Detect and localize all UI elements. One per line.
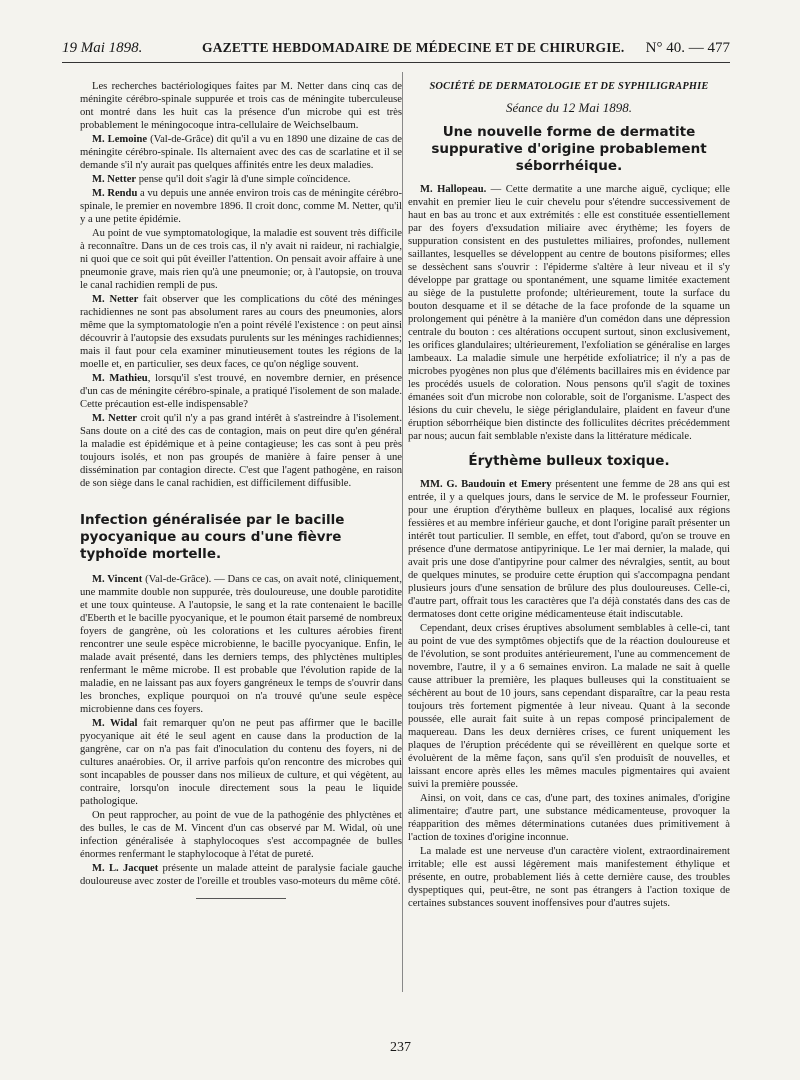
paragraph [408, 478, 730, 621]
right-column [408, 80, 730, 910]
section-heading: Érythème bulleux toxique. [468, 453, 670, 469]
speaker-name: M. Vincent [92, 574, 143, 585]
society-heading: SOCIÉTÉ DE DERMATOLOGIE ET DE SYPHILIGRAPHIE [429, 81, 709, 92]
issue-number: N° 40. — 477 [645, 40, 730, 56]
paragraph [80, 717, 402, 808]
speaker-name: M. Netter [92, 174, 137, 185]
paragraph-text: a vu depuis une année environ trois cas de méningite cérébro-spinale, le premier en novembre 1896. Il croit donc, comme M. Netter, qu'il y a une petite épidémie. [80, 188, 402, 225]
paragraph: La malade est une nerveuse d'un caractère violent, extraordinairement irritable; elle est aussi légèrement mais manifestement éthylique et présente, en outre, probablement liés à cette dernière cause, des troubles dyspeptiques qui, peut-être, ne sont pas étrangers à l'action toxique de certaines substances souvent inoffensives pour d'autres sujets. [408, 846, 730, 909]
issue-date: 19 Mai 1898. [62, 40, 143, 56]
paragraph [80, 293, 402, 371]
paragraph [80, 187, 402, 226]
paragraph: Les recherches bactériologiques faites par M. Netter dans cinq cas de méningite cérébro-spinale suppurée et trois cas de méningite tuberculeuse ont montré dans les huit cas la présence d'un microbe qui est très probablement le méningocoque intra-cellulaire de Weichselbaum. [80, 81, 402, 131]
speaker-name: MM. G. Baudouin et Emery [420, 479, 552, 490]
section-heading: Une nouvelle forme de dermatite suppurative d'origine probablement séborrhéique. [431, 124, 707, 174]
paragraph: Au point de vue symptomatologique, la maladie est souvent très difficile à reconnaître. Dans un de ces trois cas, il n'y avait ni raideur, ni rachialgie, ni quoi que ce soit qui pût éveiller l'attention. On pensait avoir affaire à une pneumonie grave, mais rien qu'à une pneumonie; or, à l'autopsie, on trouva le canal rachidien rempli de pus. [80, 228, 402, 291]
paragraph-text: (Val-de-Grâce). — Dans ce cas, on avait noté, cliniquement, une mammite double non suppurée, très douloureuse, une double parotidite et une toux quinteuse. A l'autopsie, le sang et la rate contenaient le bacille d'Eberth et le bacille pyocyanique, et le poumon était parsemé de nombreux foyers de gangrène, où les colorations et les cultures aérobies firent rencontrer une seule espèce microbienne, le bacille pyocyanique. Enfin, le malade avait présenté, dans les derniers temps, des phlyctènes multiples renfermant le même microbe. Il est probable que l'évolution rapide de la maladie, en ne laissant pas aux foyers gangréneux le temps de s'ouvrir dans les bronches, explique pourquoi on n'a trouvé qu'une seule espèce microbienne dans ces foyers. [80, 574, 403, 715]
speaker-name: M. Lemoine [92, 134, 148, 145]
paragraph-text: , lorsqu'il s'est trouvé, en novembre dernier, en présence d'un cas de méningite cérébro-spinale, a pratiqué l'isolement de son malade. Cette précaution est-elle indispensable? [80, 373, 402, 410]
paragraph-text: croit qu'il n'y a pas grand intérêt à s'astreindre à l'isolement. Sans doute on a cité des cas de contagion, mais on peut dire qu'en général la maladie est épidémique et à peine contagieuse; les cas sont à peu près toujours isolés, et non pas groupés de manière à faire penser à une dissémination par contagion directe. C'est que l'agent pathogène, en raison de son siège dans le canal rachidien, est difficilement diffusible. [80, 413, 402, 489]
paragraph [80, 862, 402, 888]
paragraph: Cependant, deux crises éruptives absolument semblables à celle-ci, tant au point de vue des symptômes objectifs que de la réaction douloureuse et de l'évolution, se sont produites antérieurement, l'une au commencement de novembre, l'autre, il y a 6 semaines environ. La malade ne sait à quelle cause attribuer la première, les plaques bulleuses qui la constituaient se séchèrent au bout de 10 jours, sans cependant disparaître, car la peau resta toujours très fortement pigmentée à leur niveau. Quant à la seconde poussée, elle aurait fait suite à un repas composé principalement de maquereau. Dans les deux dernières crises, ce furent uniquement les plaques de l'éruption précédente qui se réveillèrent en quelque sorte et évoluèrent de la même façon, sans qu'il s'en produisît de nouvelles, et laissant encore après elles les mêmes macules pigmentaires qui avaient suivi la première poussée. [408, 623, 730, 790]
speaker-name: M. Widal [92, 718, 138, 729]
paragraph [80, 133, 402, 172]
paragraph [80, 412, 402, 490]
paragraph [80, 372, 402, 411]
left-column [80, 80, 402, 899]
speaker-name: M. Rendu [92, 188, 138, 199]
paragraph: Ainsi, on voit, dans ce cas, d'une part, des toxines animales, d'origine alimentaire; d'autre part, une substance médicamenteuse, provoquer la réapparition des mêmes déterminations cutanées dues primitivement à l'action de toxines d'origine inconnue. [408, 793, 730, 843]
paragraph-text: (Val-de-Grâce) dit qu'il a vu en 1890 une dizaine de cas de méningite cérébro-spinale. Ils alternaient avec des cas de scarlatine et il se demande s'il n'y aurait pas quelques affinités entre les deux maladies. [80, 134, 402, 171]
paragraph-text: — Cette dermatite a une marche aiguë, cyclique; elle envahit en premier lieu le cuir chevelu pour s'étendre successivement de haut en bas au tronc et aux extrémités : elle est constituée essentiellement par des foyers d'exsudation miliaire avec érythème; les foyers de suppuration consistent en des pustulettes miliaires, profondes, nullement saillantes, lesquelles se développent au centre de boutons pisiformes; elles se dessèchent sans s'ouvrir : l'épiderme s'altère à leur niveau et il s'y développe par grattage ou spontanément, une squame limitée exactement au siège de la pustulette profonde; ultérieurement, toute la surface du bouton desquame et il se détache de la face profonde de la squame un prolongement qui pénètre à la manière d'un comédon dans une dépression centrale du bouton : ces altérations occupent surtout, sinon exclusivement, les orifices glandulaires; ultérieurement, l'exfoliation se généralise en larges lambeaux. La maladie simule une herpétide exfoliatrice; il n'y a pas de microbes pyogènes non plus que d'éléments bacillaires mis en évidence par les procédés usuels de coloration. Nous pensons qu'il s'agit de toxines émanées soit d'un microbe non colorable, soit de l'organisme. L'aspect des lésions du cuir chevelu, le siège périglandulaire, plaident en faveur d'une éruption séborrhéique bien distincte des folliculites décrites précédemment par nous; aucun fait semblable n'existe dans la littérature médicale. [408, 184, 730, 442]
speaker-name: M. Netter [92, 294, 139, 305]
page-number: 237 [390, 1040, 411, 1055]
end-rule [196, 898, 286, 899]
session-date: Séance du 12 Mai 1898. [505, 100, 632, 115]
section-heading: Infection généralisée par le bacille pyocyanique au cours d'une fièvre typhoïde mortelle. [80, 512, 345, 562]
column-divider [402, 72, 403, 992]
paragraph-text: pense qu'il doit s'agir là d'une simple coïncidence. [136, 174, 351, 185]
paragraph: On peut rapprocher, au point de vue de la pathogénie des phlyctènes et des bulles, le cas de M. Vincent d'un cas observé par M. Widal, où une infection généralisée à staphylocoques s'est accompagnée de bulles énormes renfermant le staphylocoque à l'état de pureté. [80, 810, 402, 860]
speaker-name: M. L. Jacquet [92, 863, 159, 874]
speaker-name: M. Mathieu [92, 373, 148, 384]
page-header [62, 40, 730, 63]
paragraph [80, 173, 402, 186]
paragraph-text: présente un malade atteint de paralysie faciale gauche douloureuse avec zoster de l'oreille et troubles vaso-moteurs du même côté. [80, 863, 403, 887]
paragraph [80, 573, 402, 716]
journal-title: GAZETTE HEBDOMADAIRE DE MÉDECINE ET DE CHIRURGIE. [202, 40, 625, 55]
paragraph-text: fait observer que les complications du côté des méninges rachidiennes ne sont pas absolument rares au cours des pneumonies, alors même que la symptomatologie n'en a point révélé l'existence : on peut ainsi découvrir à l'autopsie des exsudats purulents sur les méninges rachidiennes; mais il faut pour cela examiner minutieusement toutes les régions de la moelle et, en particulier, ses deux faces, ce qu'on néglige souvent. [80, 294, 402, 370]
paragraph-text: présentent une femme de 28 ans qui est entrée, il y a quelques jours, dans le service de M. le professeur Fournier, pour une éruption d'érythème bulleux en plaques, localisé aux régions fessières et au membre inférieur gauche, et dont l'origine paraît présenter un intérêt tout particulier. Il semble, en effet, tout d'abord, qu'on se trouve en présence d'une dermatose antipyrinique. Le 1er mai dernier, la malade, qui avait pris une dose d'antipyrine pour calmer des névralgies, sentit, au bout de quelques minutes, se produire cette éruption qui s'accompagna pendant plusieurs jours d'une sensation de brûlure des plus douloureuses. Celle-ci, d'autre part, offrait tous les caractères que l'a déjà constatés dans des cas de dermatoses dont cette origine médicamenteuse était indiscutable. [408, 479, 731, 620]
speaker-name: M. Hallopeau. [420, 184, 487, 195]
paragraph [408, 183, 730, 443]
speaker-name: M. Netter [92, 413, 137, 424]
paragraph-text: fait remarquer qu'on ne peut pas affirmer que le bacille pyocyanique ait été le seul agent en cause dans la production de la gangrène, car on n'a pas fait d'inoculation du contenu des foyers, ni de cultures anaérobies. Or, il arrive parfois qu'on rencontre des microbes qui sont incapables de pousser dans nos milieux de culture, et qui végètent, au contraire, lorsqu'on inocule directement sous la peau le liquide pathologique. [80, 718, 402, 807]
